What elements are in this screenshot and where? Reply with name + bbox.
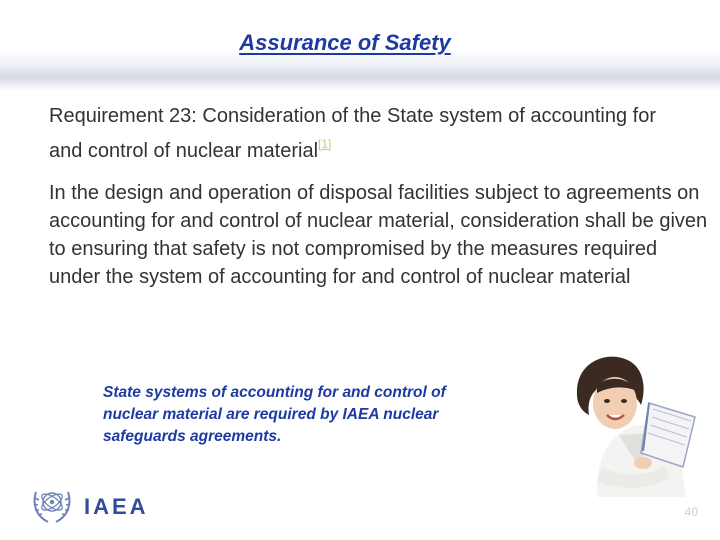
requirement-heading [49,102,689,165]
requirement-body: In the design and operation of disposal facilities subject to agreements on accounting for and control of nuclear material, consideration shall be given to ensuring that safety is not compromised by the measures required under the system of accounting for and control of nuclear material [49,182,708,288]
footnote-text: State systems of accounting for and control of nuclear material are required by IAEA nuclear safeguards agreements. [103,384,446,445]
slide-title: Assurance of Safety [239,30,451,55]
iaea-emblem-icon [30,482,74,526]
woman-with-folder-photo [557,347,708,497]
requirement-text: Requirement 23: Consideration of the State system of accounting for and control of nuclear material [49,105,657,162]
footnote-link[interactable]: [1] [318,137,332,151]
page-number: 40 [684,505,698,519]
iaea-logo-text: IAEA [84,494,149,519]
